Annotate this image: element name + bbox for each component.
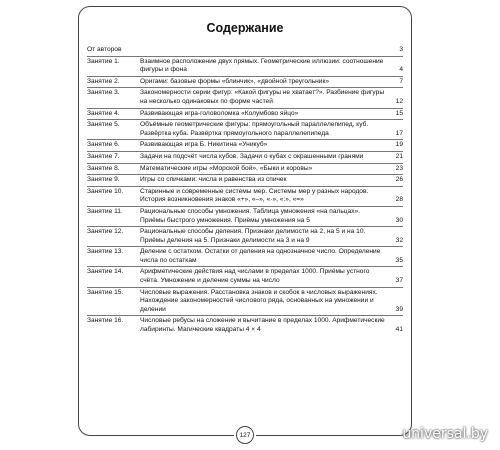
toc-entry-text: [140, 46, 403, 55]
toc-row: [87, 164, 403, 176]
toc-page-number: 23: [395, 164, 403, 172]
toc-row: [87, 109, 403, 121]
toc-row: [87, 187, 403, 207]
toc-lesson-label: Занятие 10.: [87, 187, 124, 195]
toc-entry-text: Закономерности серии фигур: «Какой фигуры не хватает?». Разбиение фигуры на несколько одинаковых по форме частей: [140, 89, 385, 105]
toc-page-number: 41: [395, 326, 403, 334]
toc-entry-text: Взаимное расположение двух прямых. Геометрические иллюзии: соотношение фигуры и фона: [140, 57, 384, 74]
toc-page-number: 32: [395, 236, 403, 244]
toc-lesson-label: Занятие 11.: [87, 207, 123, 215]
toc-lesson-label: Занятие 14.: [87, 268, 124, 276]
toc-lesson-label: Занятие 12.: [87, 228, 124, 236]
toc-entry-text: Рациональные способы деления. Признаки делимости на 2, на 5 и на 10. Приёмы деления на 5. Признаки делимости на 3 и на 9: [140, 228, 366, 244]
table-of-contents: [87, 45, 403, 336]
toc-entry-text: Объёмные геометрические фигуры: прямоугольный параллелепипед, куб. Развёртка куба. Развёртка прямоугольного параллелепипеда: [140, 121, 369, 137]
toc-row: [87, 288, 403, 317]
toc-lesson-label: Занятие 13.: [87, 248, 124, 256]
toc-lesson-label: Занятие 7.: [87, 152, 120, 160]
toc-lesson-label: Занятие 3.: [87, 89, 120, 97]
toc-lesson-label: Занятие 1.: [87, 57, 120, 65]
toc-row: [87, 45, 403, 57]
page-frame: [78, 6, 412, 439]
toc-lesson-label: Занятие 2.: [87, 77, 120, 85]
toc-entry-text: Рациональные способы умножения. Таблица умножения «на пальцах». Приёмы быстрого умножения. Приёмы умножения на 5: [140, 207, 361, 224]
toc-lesson-label: Занятие 8.: [87, 164, 120, 172]
toc-entry-text: Развивающая игра-головоломка «Колумбово яйцо»: [140, 109, 299, 117]
toc-entry-text: Числовые ребусы на сложение и вычитание в пределах 1000. Арифметические лабиринты. Магические квадраты 4 × 4: [140, 317, 385, 334]
toc-entry-text: Математические игры «Морской бой», «Быки и коровы»: [140, 164, 313, 172]
toc-page-number: 12: [395, 97, 403, 105]
toc-page-number: 39: [395, 305, 403, 313]
toc-entry-text: Арифметические действия над числами в пределах 1000. Приёмы устного счёта. Умножение и деление суммы на число: [140, 268, 370, 285]
toc-lesson-label: Занятие 5.: [87, 121, 120, 129]
toc-entry-text: Игры со спичками: числа и равенства из спичек: [140, 176, 287, 184]
toc-lesson-label: От авторов: [87, 46, 122, 53]
toc-row: [87, 77, 403, 89]
toc-page-number: 15: [395, 109, 403, 117]
toc-lesson-label: Занятие 15.: [87, 288, 124, 296]
toc-page-number: 4: [399, 66, 403, 74]
toc-entry-text: Задачи на подсчёт числа кубов. Задачи о кубах с окрашенными гранями: [140, 152, 364, 160]
toc-lesson-label: Занятие 9.: [87, 176, 120, 184]
toc-lesson-label: Занятие 6.: [87, 141, 120, 149]
toc-page-number: 30: [395, 216, 403, 224]
toc-row: [87, 175, 403, 187]
toc-row: [87, 227, 403, 247]
page-number: 127: [236, 426, 254, 444]
toc-row: [87, 140, 403, 152]
toc-row: [87, 247, 403, 267]
toc-page-number: 37: [395, 277, 403, 285]
toc-page-number: 3: [399, 46, 403, 53]
page-title: Содержание: [206, 21, 284, 35]
toc-entry-text: Деление с остатком. Остатки от деления на однозначное число. Определение числа по остаткам: [140, 248, 381, 264]
toc-page-number: 28: [395, 196, 403, 204]
toc-row: [87, 316, 403, 335]
toc-row: [87, 57, 403, 77]
toc-page-number: 19: [395, 141, 403, 149]
toc-row: [87, 88, 403, 108]
watermark: universal.by: [402, 426, 488, 442]
toc-page-number: 17: [395, 129, 403, 137]
toc-lesson-label: Занятие 16.: [87, 317, 124, 325]
toc-page-number: 26: [395, 176, 403, 184]
toc-row: [87, 120, 403, 140]
page-number-badge: [234, 426, 256, 444]
toc-row: [87, 207, 403, 227]
toc-row: [87, 267, 403, 287]
toc-entry-text: Развивающая игра Б. Никитина «Уникуб»: [140, 141, 268, 149]
toc-entry-text: Старинные и современные системы мер. Системы мер у разных народов. История возникновения знаков «+», «–», «·», «:», «=»: [140, 187, 369, 204]
toc-lesson-label: Занятие 4.: [87, 109, 120, 117]
toc-page-number: 7: [399, 77, 403, 85]
toc-entry-text: Числовые выражения. Расстановка знаков и скобок в числовых выражениях. Нахождение закономерностей числового ряда, основанных на умножении и делении: [140, 288, 378, 313]
toc-row: [87, 152, 403, 164]
toc-entry-text: Оригами: базовые формы «блинчик», «двойной треугольник»: [140, 77, 330, 85]
toc-page-number: 35: [395, 256, 403, 264]
toc-page-number: 21: [395, 152, 403, 160]
